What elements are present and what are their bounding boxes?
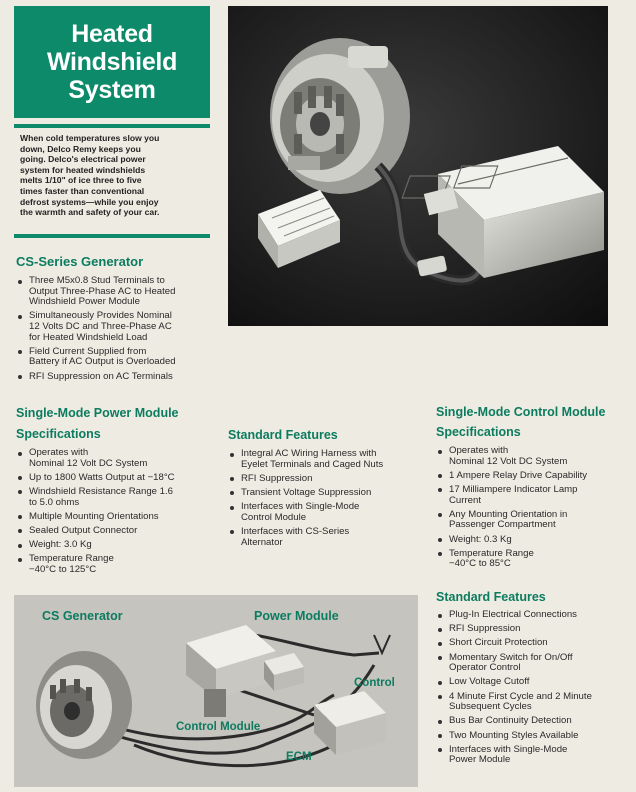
bullet-list [16,276,226,382]
system-diagram [14,595,418,787]
intro-paragraph: When cold temperatures slow you down, Delco Remy keeps you going. Delco's electrical power system for heated windshields melts 1/10" of ice three to five times faster than conventional defrost systems—while you enjoy the warmth and safety of your car. [20,133,160,218]
list-item: Weight: 3.0 Kg [16,540,226,551]
list-item: Integral AC Wiring Harness with Eyelet Terminals and Caged Nuts [228,449,428,470]
title-line: Heated [71,20,153,48]
bullet-list [16,448,226,576]
list-item: Simultaneously Provides Nominal 12 Volts DC and Three-Phase AC for Heated Windshield Load [16,311,226,343]
section-heading: Single-Mode Control Module [436,405,606,419]
label-control-module: Control Module [176,721,261,733]
list-item: Momentary Switch for On/Off Operator Control [436,653,632,674]
divider-bottom [14,234,210,238]
section-subheading: Specifications [16,427,101,441]
list-item: 17 Milliampere Indicator Lamp Current [436,485,632,506]
list-item: RFI Suppression [228,474,428,485]
cs-generator-section [16,252,226,386]
list-item: Low Voltage Cutoff [436,677,632,688]
section-heading: Standard Features [228,428,338,442]
label-ecm: ECM [286,751,312,763]
list-item: Operates with Nominal 12 Volt DC System [436,446,632,467]
power-module-section [16,404,226,579]
list-item: Operates with Nominal 12 Volt DC System [16,448,226,469]
list-item: Field Current Supplied from Battery if AC Output is Overloaded [16,347,226,368]
list-item: Plug-In Electrical Connections [436,610,632,621]
generator-drawing [36,651,132,759]
standard-features-mid-section [228,426,428,552]
section-heading: Standard Features [436,590,546,604]
label-control: Control [354,677,395,689]
list-item: RFI Suppression [436,624,632,635]
control-module-section [436,403,632,574]
label-power-module: Power Module [254,609,339,623]
label-cs-generator: CS Generator [42,609,123,623]
divider-top [14,124,210,128]
bullet-list [228,449,428,548]
title-banner [14,6,210,118]
product-photo [228,6,608,326]
list-item: RFI Suppression on AC Terminals [16,372,226,383]
alternator-image [270,38,410,194]
title-line: Windshield [46,48,178,76]
list-item: Two Mounting Styles Available [436,731,632,742]
standard-features-right-section [436,588,632,769]
list-item: Temperature Range −40°C to 85°C [436,549,632,570]
bullet-list [436,610,632,766]
section-heading: Single-Mode Power Module [16,406,179,420]
list-item: Interfaces with CS-Series Alternator [228,527,428,548]
list-item: Multiple Mounting Orientations [16,512,226,523]
bullet-list [436,446,632,570]
list-item: 4 Minute First Cycle and 2 Minute Subsequent Cycles [436,692,632,713]
list-item: Transient Voltage Suppression [228,488,428,499]
list-item: Windshield Resistance Range 1.6 to 5.0 ohms [16,487,226,508]
list-item: Interfaces with Single-Mode Control Module [228,502,428,523]
list-item: Any Mounting Orientation in Passenger Compartment [436,510,632,531]
list-item: 1 Ampere Relay Drive Capability [436,471,632,482]
section-subheading: Specifications [436,425,521,439]
list-item: Weight: 0.3 Kg [436,535,632,546]
list-item: Three M5x0.8 Stud Terminals to Output Three-Phase AC to Heated Windshield Power Module [16,276,226,308]
list-item: Interfaces with Single-Mode Power Module [436,745,632,766]
list-item: Bus Bar Continuity Detection [436,716,632,727]
list-item: Short Circuit Protection [436,638,632,649]
list-item: Temperature Range −40°C to 125°C [16,554,226,575]
list-item: Sealed Output Connector [16,526,226,537]
section-heading: CS-Series Generator [16,254,144,269]
title-line: System [68,76,156,104]
list-item: Up to 1800 Watts Output at −18°C [16,473,226,484]
